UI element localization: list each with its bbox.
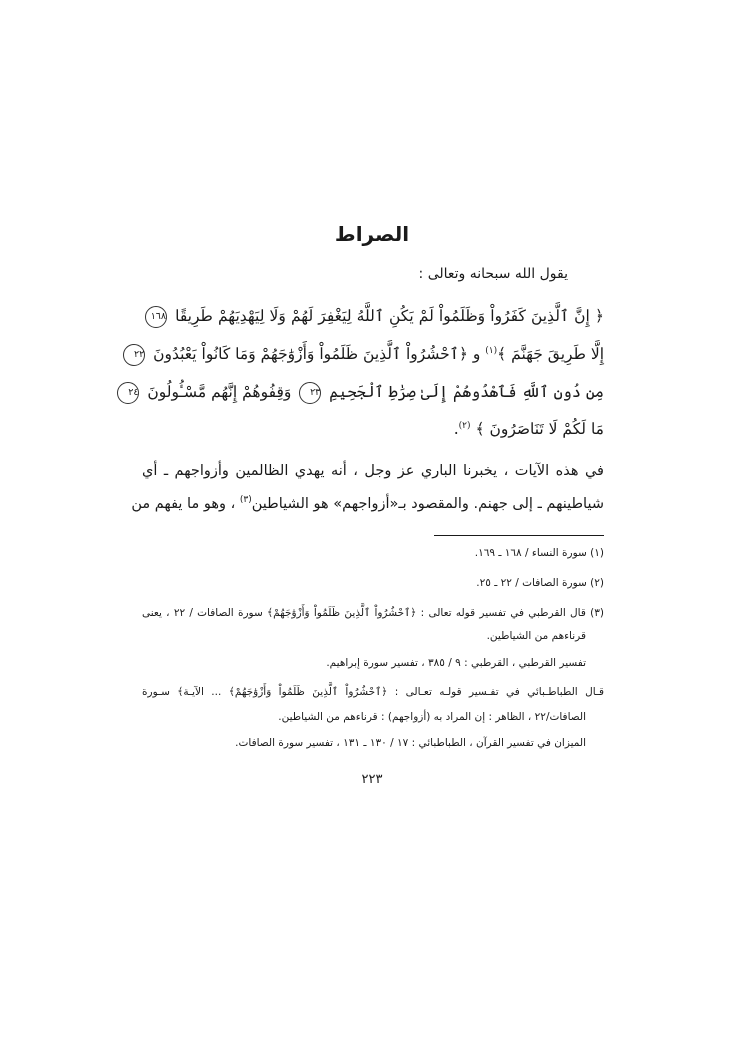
verse-line-4 (454, 420, 604, 438)
ayah-number-marker: ٢٤ (117, 382, 139, 404)
verse-end-punct: . (453, 420, 459, 438)
verse-text: ﴿ إِنَّ ٱلَّذِينَ كَفَرُواْ وَظَلَمُواْ لَمْ يَكُنِ ٱللَّهُ لِيَغْفِرَ لَهُمْ وَلَا لِيَهْدِيَهُمْ طَرِيقًا (175, 307, 604, 325)
verse-text: و ﴿ٱحْشُرُواْ ٱلَّذِينَ ظَلَمُواْ وَأَزْوَٰجَهُمْ وَمَا كَانُواْ يَعْبُدُونَ (153, 345, 481, 363)
footnote-divider (434, 535, 604, 536)
footnote-4-line-1: قـال الطباطـبائي في تفـسير قولـه تعـالى : ﴿ٱحْشُرُواْ ٱلَّذِينَ ظَلَمُواْ وَأَزْوَٰجَهُمْ﴾ ... الآيـة﴾ سـورة (142, 686, 604, 698)
paragraph-text: شياطينهم ـ إلى جهنم. والمقصود بـ«أزواجهم» هو الشياطين (251, 495, 604, 512)
footnote-ref-1: (١) (485, 345, 498, 356)
body-paragraph-line-1: في هذه الآيات ، يخبرنا الباري عز وجل ، أنه يهدي الظالمين وأزواجهم ـ أي (142, 463, 604, 479)
footnote-3-line-3: تفسير القرطبي ، القرطبي : ٩ / ٣٨٥ ، تفسير سورة إبراهيم. (326, 657, 586, 669)
footnote-ref-3: (٣) (239, 495, 252, 505)
footnote-2: (٢) سورة الصافات / ٢٢ ـ ٢٥. (476, 577, 604, 589)
page-number: ٢٢٣ (361, 772, 383, 787)
verse-text: مَا لَكُمْ لَا تَنَاصَرُونَ ﴾ (475, 420, 604, 438)
intro-line: يقول الله سبحانه وتعالى : (418, 266, 568, 282)
body-paragraph-line-2 (131, 495, 604, 512)
footnote-3-line-1: (٣) قال القرطبي في تفسير قوله تعالى : ﴿ٱحْشُرُواْ ٱلَّذِينَ ظَلَمُواْ وَأَزْوَٰجَهُمْ﴾ سورة الصافات / ٢٢ ، يعنى (142, 607, 604, 619)
footnote-4-line-2: الصافات/٢٢ ، الظاهر : إن المراد به (أزواجهم) : قرناءهم من الشياطين. (278, 711, 586, 723)
verse-line-1 (142, 306, 604, 328)
paragraph-text: ، وهو ما يفهم من (131, 495, 236, 512)
ayah-number-marker: ١٦٨ (145, 306, 167, 328)
footnote-ref-2: (٢) (458, 420, 471, 431)
verse-text: إِلَّا طَرِيقَ جَهَنَّمَ ﴾ (497, 345, 604, 363)
page-title: الصراط (334, 222, 410, 246)
verse-line-3 (128, 382, 604, 404)
verse-line-2 (133, 344, 604, 366)
ayah-number-marker: ٢٣ (299, 382, 321, 404)
ayah-number-marker: ٢٢ (123, 344, 145, 366)
verse-text: مِن دُونِ ٱللَّهِ فَٱهْدُوهُمْ إِلَىٰ صِرَٰطِ ٱلْجَحِيمِ (329, 383, 604, 401)
footnote-4-line-3: الميزان في تفسير القرآن ، الطباطبائي : ١٧ / ١٣٠ ـ ١٣١ ، تفسير سورة الصافات. (235, 737, 586, 749)
footnote-3-line-2: قرناءهم من الشياطين. (486, 630, 586, 642)
footnote-1: (١) سورة النساء / ١٦٨ ـ ١٦٩. (474, 547, 604, 559)
verse-text: وَقِفُوهُمْ إِنَّهُم مَّسْـُٔولُونَ (147, 383, 292, 401)
